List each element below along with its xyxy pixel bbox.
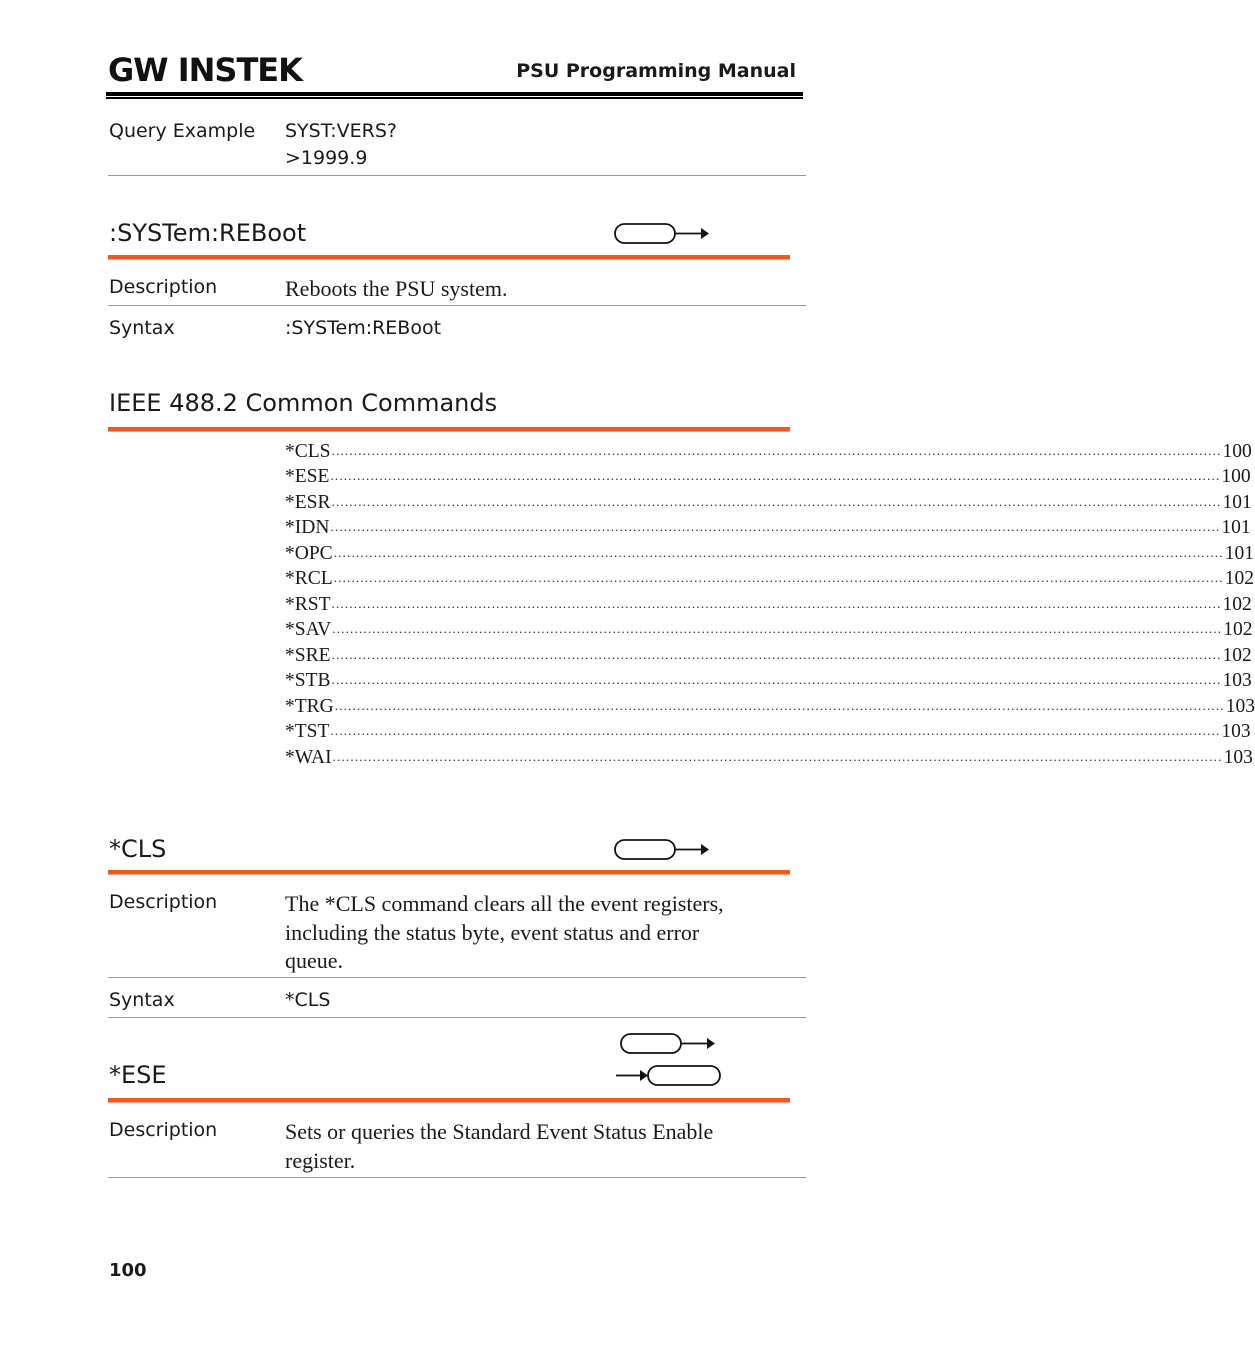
toc-leader: ........................................................................................................................................................................................................ (331, 595, 1222, 611)
toc-leader: ........................................................................................................................................................................................................ (330, 723, 1221, 738)
syntax-label: Syntax (109, 989, 175, 1011)
section-title-ieee: IEEE 488.2 Common Commands (109, 389, 498, 417)
toc-entry[interactable] (285, 667, 1252, 693)
toc-command: *RCL (285, 568, 333, 589)
divider (108, 175, 806, 176)
section-title-system-reboot: :SYSTem:REBoot (109, 219, 307, 247)
toc-command: *OPC (285, 542, 333, 564)
toc-leader: ........................................................................................................................................................................................................ (331, 493, 1222, 509)
toc-page: 102 (1224, 568, 1254, 589)
toc-entry[interactable] (285, 514, 1251, 540)
toc-list (285, 437, 1255, 769)
section-title-cls: *CLS (109, 835, 167, 863)
section-rule (108, 427, 790, 431)
divider (108, 1017, 806, 1018)
page-header-title: PSU Programming Manual (516, 60, 796, 82)
toc-command: *IDN (285, 517, 330, 538)
toc-page: 101 (1221, 517, 1251, 538)
toc-command: *SRE (285, 644, 331, 666)
toc-command: *WAI (285, 746, 332, 768)
toc-leader: ........................................................................................................................................................................................................ (333, 570, 1224, 585)
toc-page: 103 (1225, 695, 1255, 717)
divider (108, 977, 806, 978)
toc-entry[interactable] (285, 692, 1255, 718)
description-line: The *CLS command clears all the event registers, (285, 891, 724, 916)
description-line: Sets or queries the Standard Event Status Enable (285, 1119, 714, 1144)
description-label: Description (109, 1119, 218, 1141)
toc-entry[interactable] (285, 437, 1252, 463)
query-example-line: SYST:VERS? (285, 120, 397, 142)
set-command-icon (619, 1031, 719, 1057)
toc-entry[interactable] (285, 590, 1252, 616)
query-example-label: Query Example (109, 120, 256, 142)
toc-command: *RST (285, 593, 331, 615)
toc-command: *ESR (285, 491, 331, 513)
description-text: Reboots the PSU system. (285, 276, 508, 301)
toc-page: 102 (1223, 619, 1253, 640)
section-rule (108, 255, 790, 259)
toc-page: 102 (1222, 644, 1252, 666)
description-line: including the status byte, event status and error (285, 920, 700, 945)
toc-command: *TRG (285, 695, 334, 717)
section-rule (108, 1098, 790, 1102)
syntax-label: Syntax (109, 317, 175, 339)
query-example-line: >1999.9 (285, 147, 368, 169)
toc-page: 102 (1222, 593, 1252, 615)
toc-entry[interactable] (285, 718, 1251, 744)
toc-entry[interactable] (285, 743, 1253, 769)
toc-page: 101 (1222, 491, 1252, 513)
toc-leader: ........................................................................................................................................................................................................ (332, 748, 1223, 764)
toc-leader: ........................................................................................................................................................................................................ (333, 544, 1224, 560)
toc-page: 103 (1221, 721, 1251, 742)
header-rule-thin (106, 97, 803, 99)
toc-entry[interactable] (285, 616, 1253, 642)
description-line: queue. (285, 948, 344, 973)
logo-text: GW INSTEK (108, 51, 302, 89)
toc-leader: ........................................................................................................................................................................................................ (332, 621, 1223, 636)
toc-entry[interactable] (285, 565, 1254, 591)
toc-leader: ........................................................................................................................................................................................................ (334, 697, 1225, 713)
toc-command: *CLS (285, 440, 331, 462)
toc-command: *ESE (285, 466, 330, 487)
syntax-text: :SYSTem:REBoot (285, 317, 442, 339)
toc-leader: ........................................................................................................................................................................................................ (330, 468, 1221, 483)
toc-entry[interactable] (285, 488, 1252, 514)
toc-command: *SAV (285, 619, 332, 640)
description-label: Description (109, 891, 218, 913)
toc-command: *TST (285, 721, 330, 742)
header-rule (106, 92, 803, 96)
set-command-icon (613, 221, 713, 247)
toc-page: 103 (1222, 670, 1252, 691)
toc-leader: ........................................................................................................................................................................................................ (330, 519, 1221, 534)
divider (108, 1177, 806, 1178)
toc-page: 100 (1221, 466, 1251, 487)
toc-leader: ........................................................................................................................................................................................................ (331, 646, 1222, 662)
toc-entry[interactable] (285, 539, 1254, 565)
toc-entry[interactable] (285, 641, 1252, 667)
syntax-text: *CLS (285, 989, 331, 1011)
toc-leader: ........................................................................................................................................................................................................ (331, 442, 1222, 458)
divider (108, 305, 806, 306)
section-rule (108, 870, 790, 874)
section-title-ese: *ESE (109, 1061, 167, 1089)
description-label: Description (109, 276, 218, 298)
toc-entry[interactable] (285, 463, 1251, 489)
toc-page: 103 (1223, 746, 1253, 768)
set-command-icon (613, 837, 713, 863)
toc-page: 101 (1224, 542, 1254, 564)
description-line: register. (285, 1148, 356, 1173)
page-number: 100 (109, 1260, 147, 1281)
toc-command: *STB (285, 670, 331, 691)
toc-page: 100 (1222, 440, 1252, 462)
gw-instek-logo (108, 51, 302, 89)
query-command-icon (614, 1063, 724, 1089)
toc-leader: ........................................................................................................................................................................................................ (331, 672, 1222, 687)
